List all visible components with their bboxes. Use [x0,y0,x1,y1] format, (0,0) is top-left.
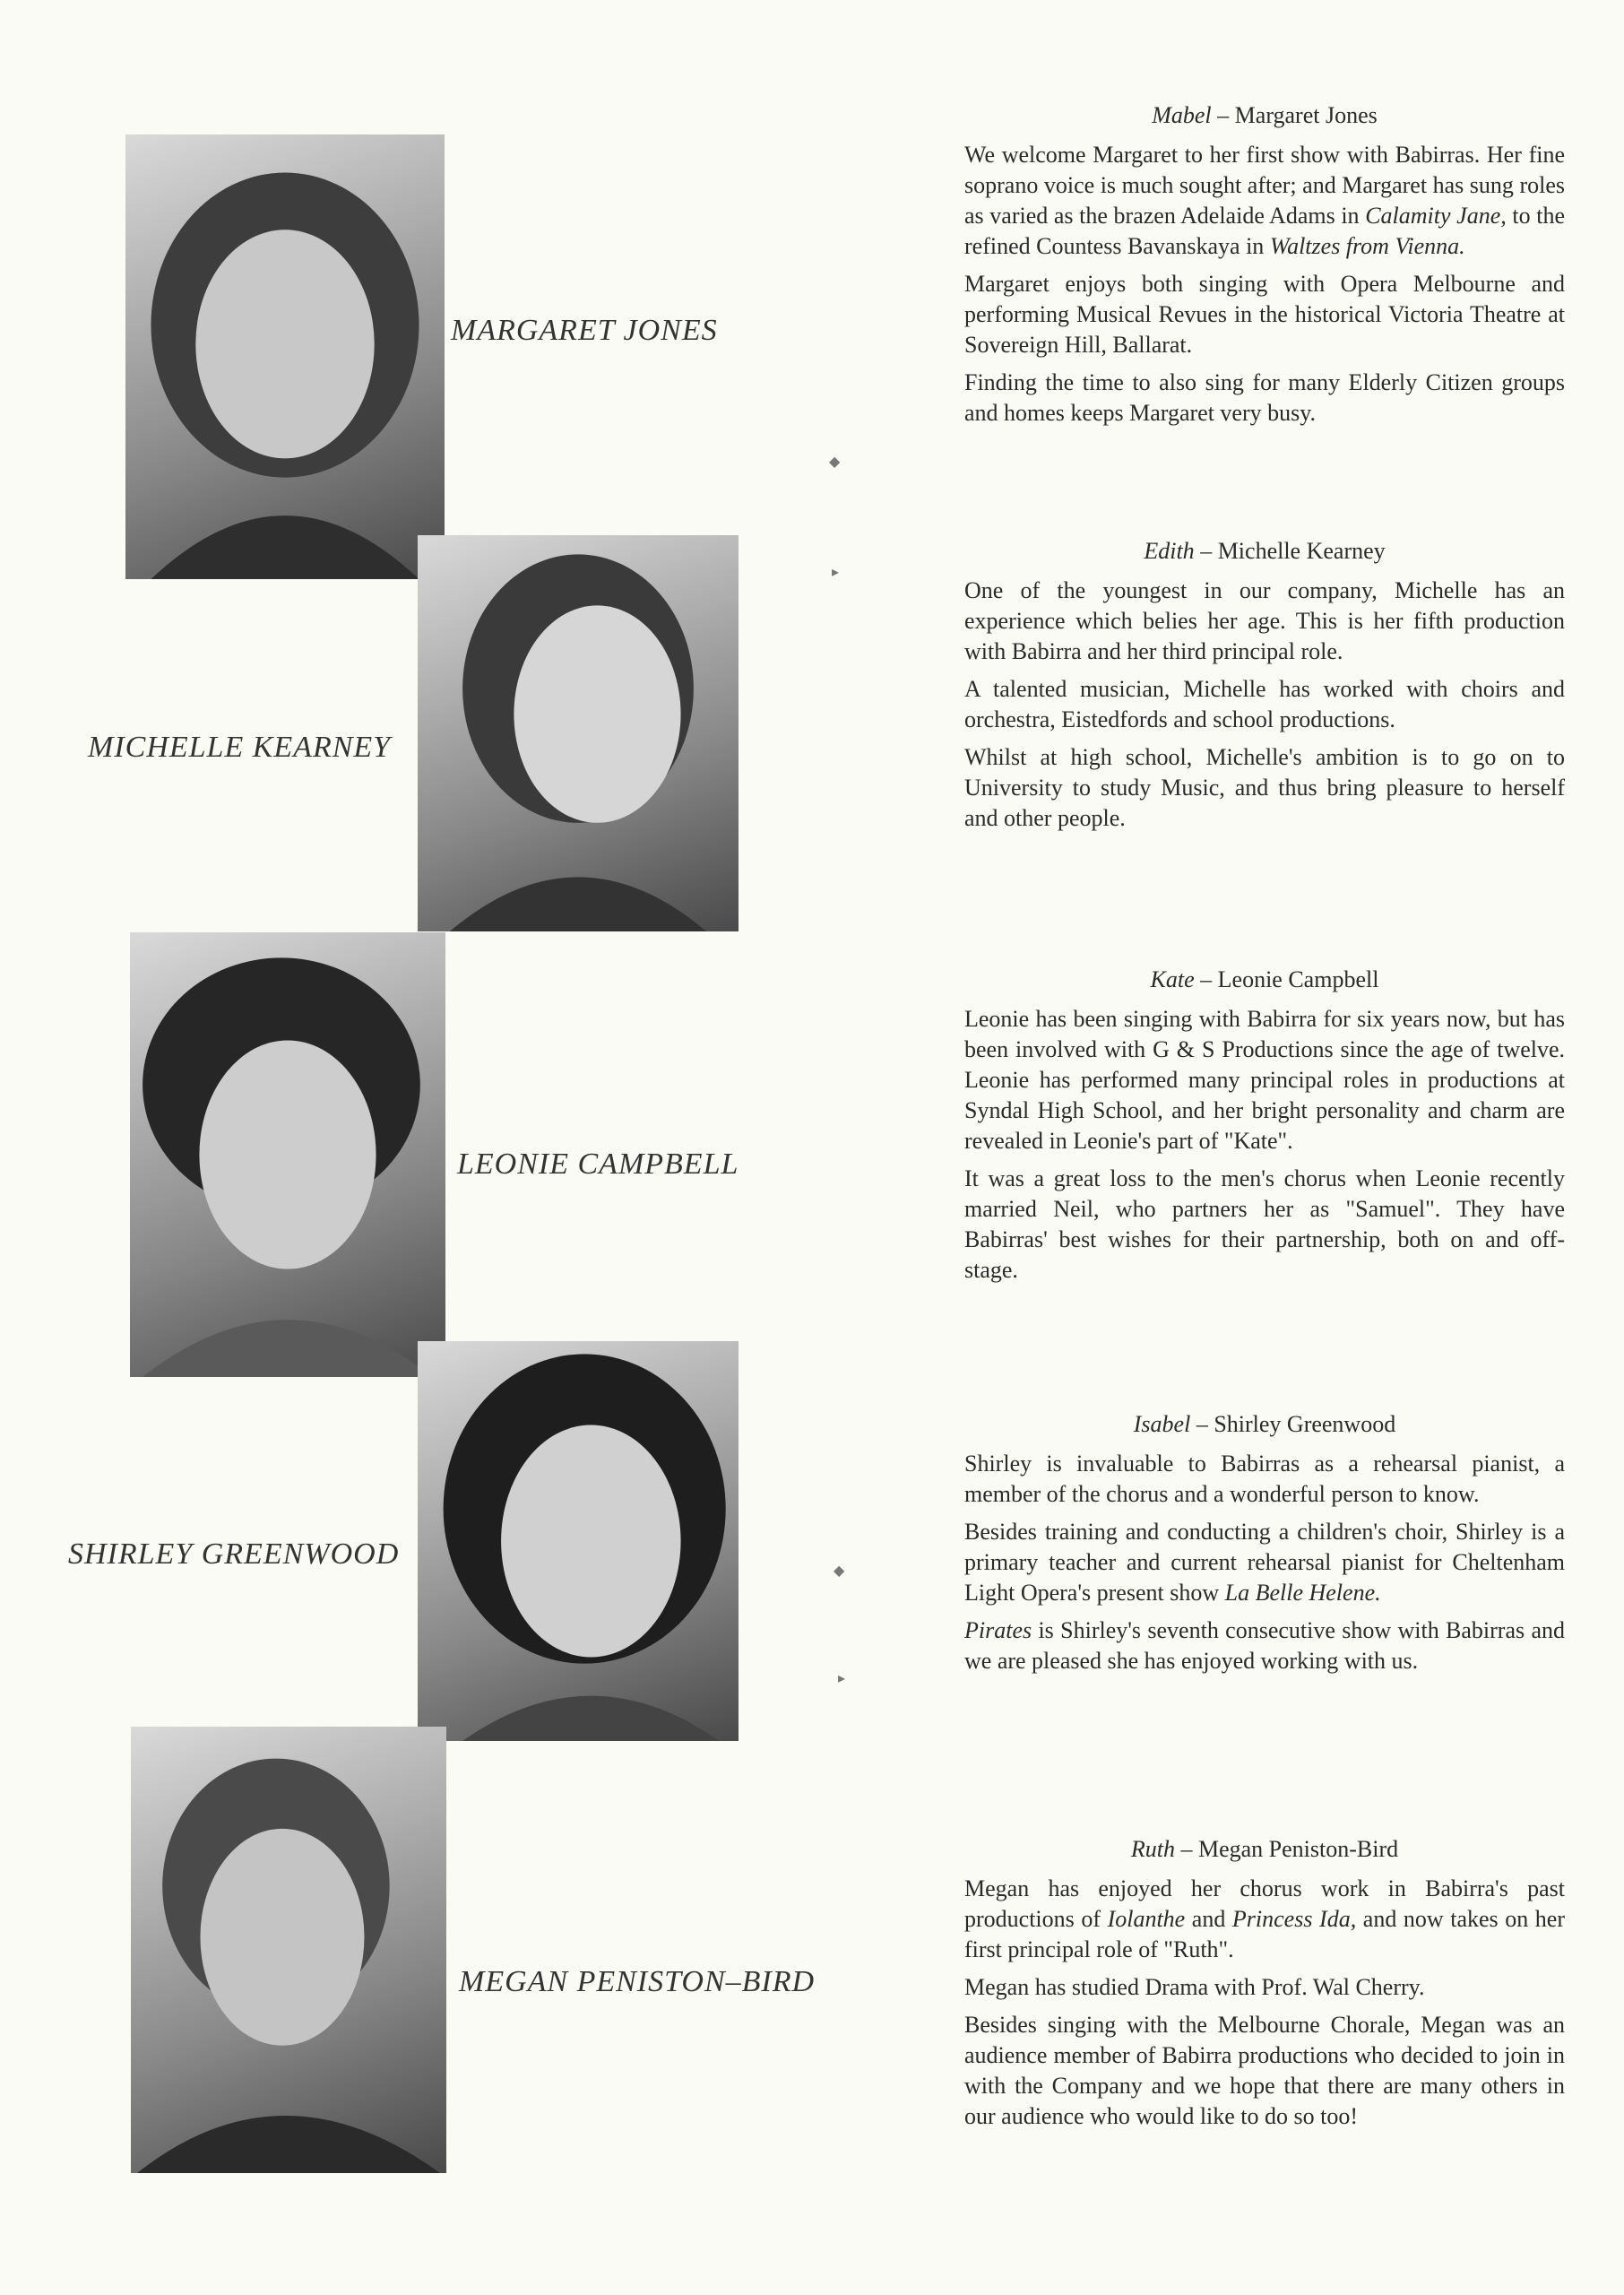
performer-name: Megan Peniston-Bird [1197,1836,1399,1862]
performer-name: Margaret Jones [1234,102,1378,128]
bio-paragraph: It was a great loss to the men's chorus when Leonie recently married Neil, who partners her as "Samuel". They have Babirras' best wishes for their partnership, both on and off-stage. [964,1165,1565,1283]
name-label-shirley-greenwood: SHIRLEY GREENWOOD [68,1537,400,1571]
photo-shirley-greenwood [418,1341,739,1741]
role-dash: – [1194,966,1218,992]
role-name: Isabel [1133,1411,1191,1437]
photo-michelle-kearney [418,535,739,931]
bio-paragraph [964,140,1565,262]
show-title: Pirates [964,1617,1032,1643]
bio-paragraph: Leonie has been singing with Babirra for six years now, but has been involved with G & S Productions since the age of twelve. Leonie has performed many principal roles in productions at Syndal High School, and her bright personality and charm are revealed in Leonie's part of "Kate". [964,1006,1565,1154]
scan-speck: ◆ [834,1563,845,1579]
bio-paragraph: A talented musician, Michelle has worked with choirs and orchestra, Eistedfords and school productions. [964,676,1565,732]
bio-text: Besides training and conducting a children's choir, Shirley is a primary teacher and current rehearsal pianist for Cheltenham Light Opera's present show [964,1519,1565,1606]
role-dash: – [1211,102,1235,128]
show-title: Princess Ida, [1231,1906,1357,1932]
role-heading [964,965,1565,995]
bio-text: to the refined Countess Bavanskaya in [964,203,1565,259]
bio-paragraph: Besides singing with the Melbourne Chorale, Megan was an audience member of Babirra productions who decided to join in with the Company and we hope that there are many others in our audience who would like to do so too! [964,2012,1565,2129]
bio-leonie-campbell [964,965,1565,1293]
bio-text: Megan has enjoyed her chorus work in Babirra's past productions of [964,1875,1565,1932]
bio-paragraph: Whilst at high school, Michelle's ambition is to go on to University to study Music, and thus bring pleasure to herself and other people. [964,744,1565,831]
performer-name: Michelle Kearney [1217,538,1386,564]
performer-name: Shirley Greenwood [1214,1411,1396,1437]
show-title: Waltzes from Vienna. [1269,233,1465,259]
role-dash: – [1190,1411,1214,1437]
show-title: Calamity Jane, [1365,203,1507,229]
name-label-michelle-kearney: MICHELLE KEARNEY [88,731,392,764]
portrait-silhouette-icon [130,932,445,1377]
show-title: Iolanthe [1107,1906,1186,1932]
role-heading [964,1834,1565,1865]
role-name: Mabel [1152,102,1212,128]
bio-paragraph: Finding the time to also sing for many Elderly Citizen groups and homes keeps Margaret very busy. [964,369,1565,426]
bio-michelle-kearney [964,536,1565,841]
scan-speck: ◆ [829,455,841,470]
scan-speck: ▸ [838,1671,846,1686]
bio-text: We welcome Margaret to her first show with Babirras. Her fine soprano voice is much sought after; and Margaret has sung roles as varied as the brazen Adelaide Adams in [964,142,1565,229]
bio-paragraph: Megan has studied Drama with Prof. Wal Cherry. [964,1974,1425,2000]
name-label-megan-peniston-bird: MEGAN PENISTON–BIRD [459,1965,816,1998]
performer-name: Leonie Campbell [1217,966,1379,992]
bio-paragraph: One of the youngest in our company, Michelle has an experience which belies her age. This is her fifth production with Babirra and her third principal role. [964,577,1565,664]
role-heading [964,100,1565,131]
photo-leonie-campbell [130,932,445,1377]
bio-text: and now takes on her first principal role of "Ruth". [964,1906,1566,1962]
bio-paragraph [964,1874,1565,1965]
photo-margaret-jones [125,134,445,579]
portrait-silhouette-icon [125,134,445,579]
bio-megan-peniston-bird [964,1834,1565,2139]
bio-paragraph: Margaret enjoys both singing with Opera Melbourne and performing Musical Revues in the historical Victoria Theatre at Sovereign Hill, Ballarat. [964,271,1565,358]
scan-speck: ▸ [832,565,840,580]
bio-text: and [1185,1906,1232,1932]
role-heading [964,1409,1565,1440]
role-heading [964,536,1565,567]
name-label-leonie-campbell: LEONIE CAMPBELL [457,1148,739,1181]
role-name: Edith [1144,538,1195,564]
role-name: Kate [1150,966,1195,992]
portrait-silhouette-icon [418,535,739,931]
name-label-margaret-jones: MARGARET JONES [451,314,718,347]
bio-paragraph [964,1615,1565,1676]
bio-paragraph: Shirley is invaluable to Babirras as a rehearsal pianist, a member of the chorus and a wonderful person to know. [964,1451,1565,1507]
photo-megan-peniston-bird [131,1727,446,2173]
show-title: La Belle Helene. [1224,1580,1381,1606]
role-dash: – [1194,538,1218,564]
role-name: Ruth [1130,1836,1175,1862]
bio-paragraph [964,1517,1565,1608]
portrait-silhouette-icon [418,1341,739,1741]
bio-text: is Shirley's seventh consecutive show with Babirras and we are pleased she has enjoyed working with us. [964,1617,1565,1674]
portrait-silhouette-icon [131,1727,446,2173]
role-dash: – [1174,1836,1198,1862]
bio-margaret-jones [964,100,1565,436]
bio-shirley-greenwood [964,1409,1565,1684]
